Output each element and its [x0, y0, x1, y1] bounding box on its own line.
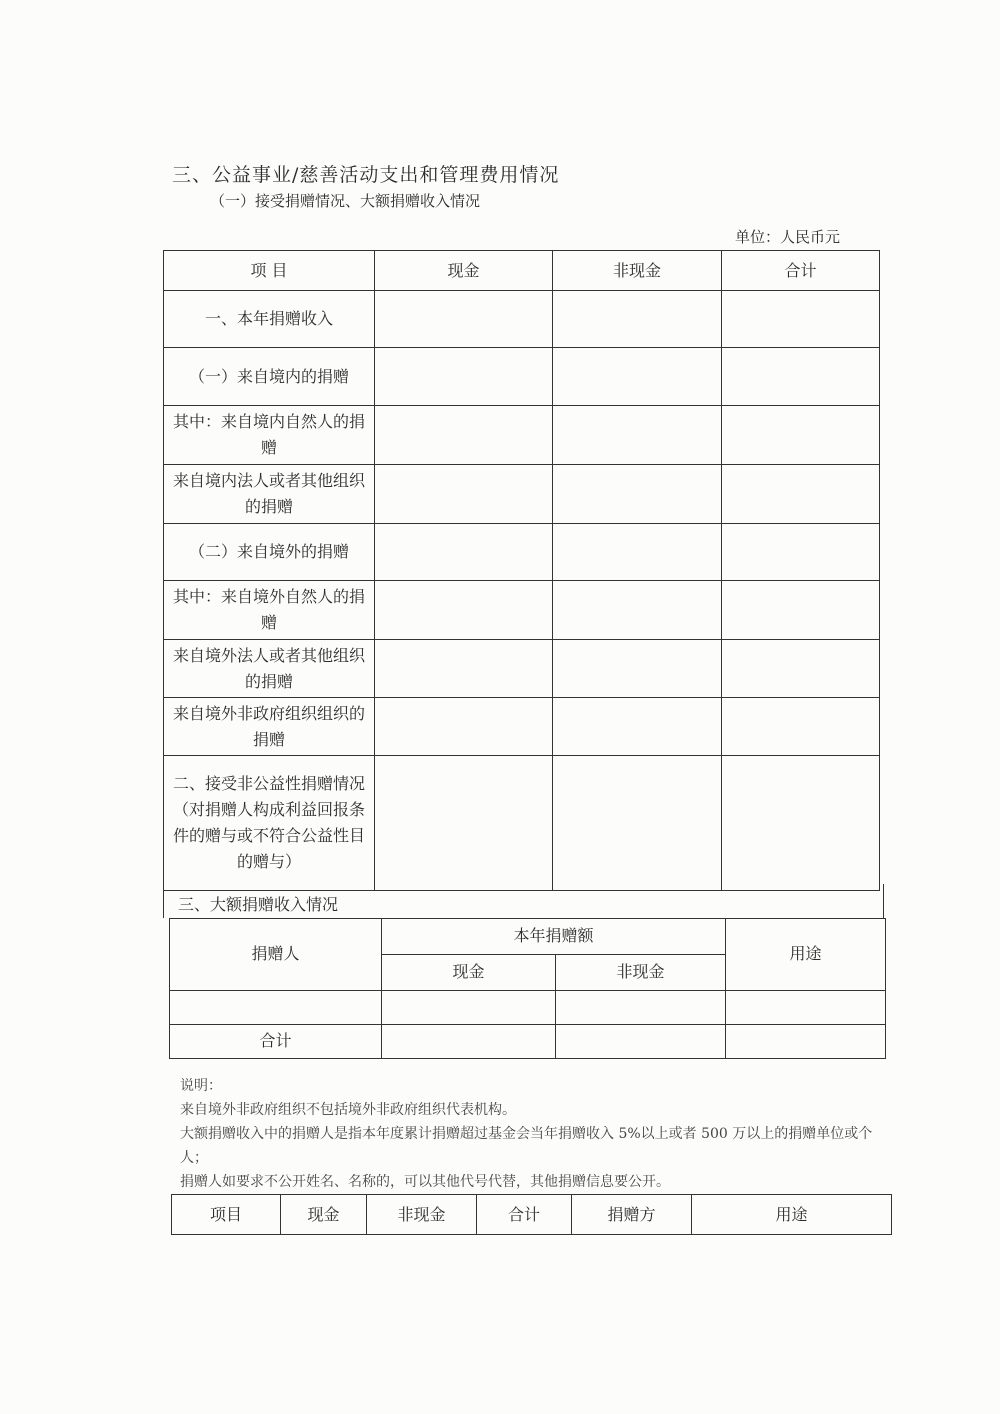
header-cash: 现金 — [375, 251, 553, 291]
noncash-cell — [553, 581, 722, 640]
row-label: 二、接受非公益性捐赠情况（对捐赠人构成利益回报条件的赠与或不符合公益性目的赠与） — [164, 756, 375, 891]
noncash-cell — [553, 348, 722, 406]
noncash-cell — [556, 1024, 726, 1058]
donation-summary-table — [171, 1194, 892, 1235]
header-noncash: 非现金 — [556, 954, 726, 990]
purpose-cell — [726, 1024, 886, 1058]
total-cell — [722, 291, 880, 348]
header-total: 合计 — [477, 1195, 572, 1235]
cash-cell — [375, 698, 553, 756]
donor-cell — [170, 990, 382, 1024]
noncash-cell — [553, 465, 722, 524]
section-label-frame-right — [883, 884, 884, 918]
header-noncash: 非现金 — [553, 251, 722, 291]
cash-cell — [375, 348, 553, 406]
table-row — [164, 406, 880, 465]
table-header-row — [170, 918, 886, 954]
currency-unit: 单位：人民币元 — [735, 228, 841, 246]
table-row — [164, 581, 880, 640]
section-title: 三、公益事业/慈善活动支出和管理费用情况 — [172, 164, 560, 186]
row-label: （二）来自境外的捐赠 — [164, 524, 375, 581]
noncash-cell — [553, 756, 722, 891]
noncash-cell — [553, 640, 722, 698]
cash-cell — [375, 291, 553, 348]
total-cell — [722, 698, 880, 756]
header-purpose: 用途 — [692, 1195, 892, 1235]
total-cell — [722, 756, 880, 891]
total-cell — [722, 524, 880, 581]
table-row — [164, 291, 880, 348]
large-donation-table — [169, 918, 886, 1059]
total-label: 合计 — [170, 1024, 382, 1058]
row-label: 其中：来自境外自然人的捐赠 — [164, 581, 375, 640]
row-label: 来自境内法人或者其他组织的捐赠 — [164, 465, 375, 524]
row-label: （一）来自境内的捐赠 — [164, 348, 375, 406]
header-item: 项 目 — [164, 251, 375, 291]
table-row — [164, 640, 880, 698]
header-item: 项目 — [172, 1195, 281, 1235]
noncash-cell — [553, 291, 722, 348]
donation-income-table — [163, 250, 880, 891]
notes-label: 说明： — [180, 1078, 222, 1094]
cash-cell — [375, 640, 553, 698]
header-noncash: 非现金 — [367, 1195, 477, 1235]
noncash-cell — [553, 406, 722, 465]
total-cell — [722, 640, 880, 698]
cash-cell — [375, 524, 553, 581]
cash-cell — [382, 990, 556, 1024]
header-donor: 捐赠方 — [572, 1195, 692, 1235]
row-label: 来自境外法人或者其他组织的捐赠 — [164, 640, 375, 698]
cash-cell — [375, 581, 553, 640]
noncash-cell — [553, 524, 722, 581]
noncash-cell — [556, 990, 726, 1024]
table-row — [164, 348, 880, 406]
table-row — [164, 756, 880, 891]
header-cash: 现金 — [281, 1195, 367, 1235]
cash-cell — [375, 756, 553, 891]
total-cell — [722, 348, 880, 406]
header-total: 合计 — [722, 251, 880, 291]
cash-cell — [375, 465, 553, 524]
noncash-cell — [553, 698, 722, 756]
section-label-frame — [163, 884, 164, 918]
note-line: 来自境外非政府组织不包括境外非政府组织代表机构。 — [180, 1102, 516, 1118]
table-total-row — [170, 1024, 886, 1058]
header-annual-amount: 本年捐赠额 — [382, 918, 726, 954]
table-row — [164, 698, 880, 756]
row-label: 其中：来自境内自然人的捐赠 — [164, 406, 375, 465]
header-purpose: 用途 — [726, 918, 886, 990]
header-donor: 捐赠人 — [170, 918, 382, 990]
cash-cell — [382, 1024, 556, 1058]
total-cell — [722, 581, 880, 640]
header-cash: 现金 — [382, 954, 556, 990]
large-donation-section-label: 三、大额捐赠收入情况 — [178, 895, 339, 914]
table-row — [164, 524, 880, 581]
note-line: 捐赠人如要求不公开姓名、名称的，可以其他代号代替，其他捐赠信息要公开。 — [180, 1174, 670, 1190]
table-header-row — [164, 251, 880, 291]
row-label: 来自境外非政府组织组织的捐赠 — [164, 698, 375, 756]
table-row — [170, 990, 886, 1024]
table-row — [164, 465, 880, 524]
table-header-row — [172, 1195, 892, 1235]
note-line: 大额捐赠收入中的捐赠人是指本年度累计捐赠超过基金会当年捐赠收入 5%以上或者 500 万以上的捐赠单位或个人； — [180, 1126, 873, 1166]
purpose-cell — [726, 990, 886, 1024]
section-subtitle: （一）接受捐赠情况、大额捐赠收入情况 — [210, 192, 481, 210]
notes — [180, 1074, 890, 1194]
total-cell — [722, 406, 880, 465]
cash-cell — [375, 406, 553, 465]
row-label: 一、本年捐赠收入 — [164, 291, 375, 348]
total-cell — [722, 465, 880, 524]
